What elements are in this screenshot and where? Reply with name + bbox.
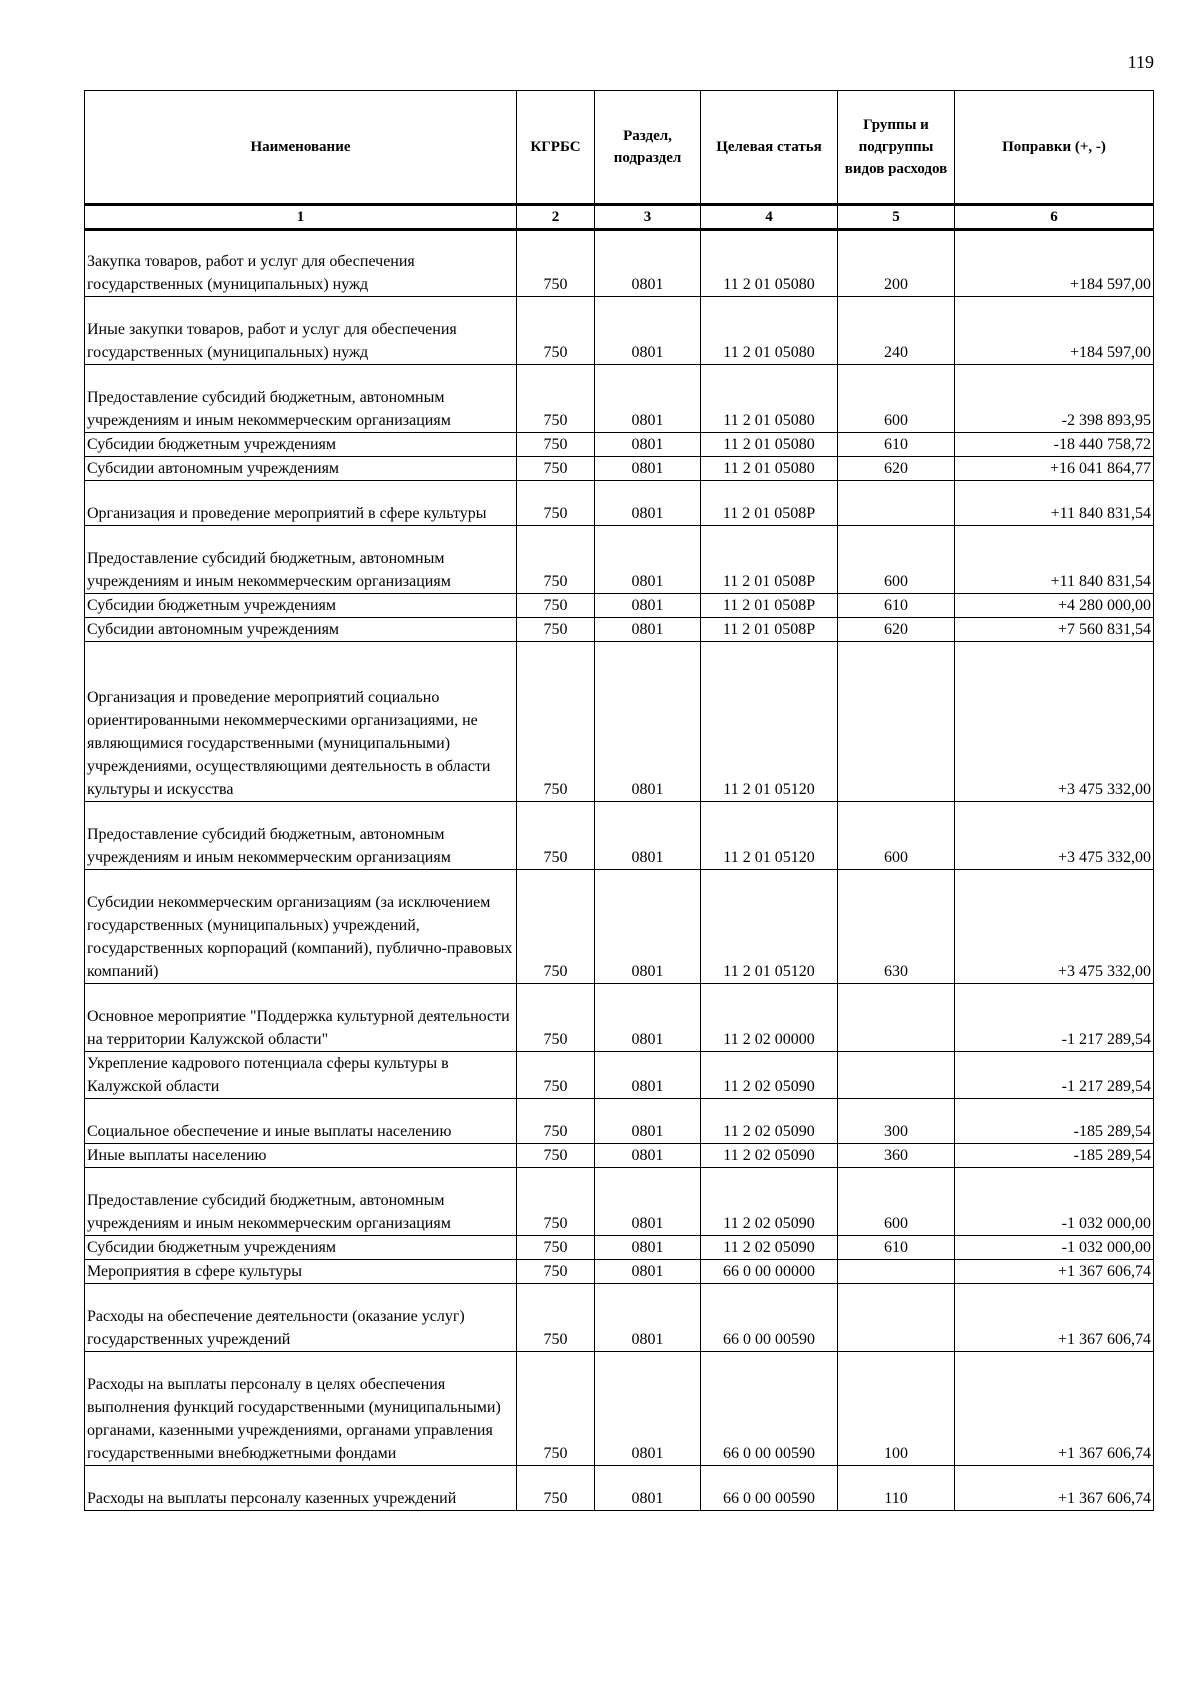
row-amount: +4 280 000,00 bbox=[955, 594, 1154, 618]
row-amount: +3 475 332,00 bbox=[955, 870, 1154, 984]
header-groups: Группы и подгруппы видов расходов bbox=[838, 91, 955, 205]
row-name: Субсидии бюджетным учреждениям bbox=[85, 594, 517, 618]
header-kgrbs: КГРБС bbox=[517, 91, 595, 205]
column-number: 4 bbox=[701, 205, 838, 230]
row-amount: +1 367 606,74 bbox=[955, 1352, 1154, 1466]
row-target: 11 2 01 05080 bbox=[701, 365, 838, 433]
row-target: 11 2 01 05120 bbox=[701, 870, 838, 984]
row-amount: +11 840 831,54 bbox=[955, 481, 1154, 526]
row-target: 66 0 00 00590 bbox=[701, 1284, 838, 1352]
table-row bbox=[85, 1466, 1154, 1511]
row-name: Субсидии бюджетным учреждениям bbox=[85, 433, 517, 457]
row-target: 66 0 00 00590 bbox=[701, 1352, 838, 1466]
column-number: 1 bbox=[85, 205, 517, 230]
row-group bbox=[838, 481, 955, 526]
row-name: Предоставление субсидий бюджетным, автономным учреждениям и иным некоммерческим организациям bbox=[85, 802, 517, 870]
row-kgrbs: 750 bbox=[517, 1284, 595, 1352]
row-name: Субсидии бюджетным учреждениям bbox=[85, 1236, 517, 1260]
row-name: Социальное обеспечение и иные выплаты населению bbox=[85, 1099, 517, 1144]
row-kgrbs: 750 bbox=[517, 230, 595, 297]
row-amount: -18 440 758,72 bbox=[955, 433, 1154, 457]
table-row bbox=[85, 1352, 1154, 1466]
table-row bbox=[85, 802, 1154, 870]
row-target: 11 2 01 0508Р bbox=[701, 618, 838, 642]
column-number: 5 bbox=[838, 205, 955, 230]
row-kgrbs: 750 bbox=[517, 1466, 595, 1511]
row-kgrbs: 750 bbox=[517, 481, 595, 526]
page-number: 119 bbox=[1127, 52, 1154, 72]
column-number: 2 bbox=[517, 205, 595, 230]
row-group: 600 bbox=[838, 526, 955, 594]
row-target: 11 2 02 05090 bbox=[701, 1099, 838, 1144]
row-amount: +16 041 864,77 bbox=[955, 457, 1154, 481]
row-target: 11 2 01 0508Р bbox=[701, 481, 838, 526]
row-group bbox=[838, 984, 955, 1052]
table-body bbox=[85, 230, 1154, 1511]
row-amount: -185 289,54 bbox=[955, 1144, 1154, 1168]
row-amount: +3 475 332,00 bbox=[955, 642, 1154, 802]
row-section: 0801 bbox=[595, 433, 701, 457]
table-row bbox=[85, 1099, 1154, 1144]
row-kgrbs: 750 bbox=[517, 618, 595, 642]
row-group: 600 bbox=[838, 365, 955, 433]
row-section: 0801 bbox=[595, 481, 701, 526]
row-name: Предоставление субсидий бюджетным, автономным учреждениям и иным некоммерческим организациям bbox=[85, 526, 517, 594]
row-kgrbs: 750 bbox=[517, 526, 595, 594]
row-target: 11 2 02 05090 bbox=[701, 1052, 838, 1099]
row-group bbox=[838, 1260, 955, 1284]
row-kgrbs: 750 bbox=[517, 297, 595, 365]
row-target: 11 2 01 05080 bbox=[701, 433, 838, 457]
table-row bbox=[85, 1144, 1154, 1168]
row-name: Иные выплаты населению bbox=[85, 1144, 517, 1168]
table-row bbox=[85, 433, 1154, 457]
row-group: 610 bbox=[838, 433, 955, 457]
table-row bbox=[85, 1260, 1154, 1284]
row-section: 0801 bbox=[595, 802, 701, 870]
row-section: 0801 bbox=[595, 365, 701, 433]
row-amount: +1 367 606,74 bbox=[955, 1466, 1154, 1511]
table-row bbox=[85, 594, 1154, 618]
row-section: 0801 bbox=[595, 1352, 701, 1466]
table-row bbox=[85, 1284, 1154, 1352]
row-name: Расходы на выплаты персоналу в целях обеспечения выполнения функций государственными (муниципальными) органами, казенными учреждениями, органами управления государственными внебюджетными фондами bbox=[85, 1352, 517, 1466]
row-group: 600 bbox=[838, 802, 955, 870]
row-amount: -1 217 289,54 bbox=[955, 984, 1154, 1052]
row-kgrbs: 750 bbox=[517, 1352, 595, 1466]
row-kgrbs: 750 bbox=[517, 1168, 595, 1236]
row-group: 630 bbox=[838, 870, 955, 984]
row-target: 11 2 01 05080 bbox=[701, 297, 838, 365]
row-name: Организация и проведение мероприятий социально ориентированными некоммерческими организациями, не являющимися государственными (муниципальными) учреждениями, осуществляющими деятельность в области культуры и искусства bbox=[85, 642, 517, 802]
header-row bbox=[85, 91, 1154, 205]
row-kgrbs: 750 bbox=[517, 1052, 595, 1099]
row-section: 0801 bbox=[595, 642, 701, 802]
row-name: Предоставление субсидий бюджетным, автономным учреждениям и иным некоммерческим организациям bbox=[85, 365, 517, 433]
row-group: 240 bbox=[838, 297, 955, 365]
row-kgrbs: 750 bbox=[517, 870, 595, 984]
row-amount: -1 032 000,00 bbox=[955, 1236, 1154, 1260]
row-amount: +7 560 831,54 bbox=[955, 618, 1154, 642]
row-target: 11 2 01 05120 bbox=[701, 642, 838, 802]
row-kgrbs: 750 bbox=[517, 1144, 595, 1168]
row-group bbox=[838, 1284, 955, 1352]
row-target: 11 2 02 05090 bbox=[701, 1168, 838, 1236]
row-group: 100 bbox=[838, 1352, 955, 1466]
row-target: 11 2 01 0508Р bbox=[701, 526, 838, 594]
row-section: 0801 bbox=[595, 1284, 701, 1352]
row-amount: +184 597,00 bbox=[955, 297, 1154, 365]
table-row bbox=[85, 984, 1154, 1052]
header-target: Целевая статья bbox=[701, 91, 838, 205]
row-kgrbs: 750 bbox=[517, 1099, 595, 1144]
row-group: 600 bbox=[838, 1168, 955, 1236]
row-target: 66 0 00 00000 bbox=[701, 1260, 838, 1284]
row-section: 0801 bbox=[595, 618, 701, 642]
row-amount: -1 217 289,54 bbox=[955, 1052, 1154, 1099]
row-section: 0801 bbox=[595, 457, 701, 481]
row-amount: +1 367 606,74 bbox=[955, 1284, 1154, 1352]
table-row bbox=[85, 1236, 1154, 1260]
row-name: Иные закупки товаров, работ и услуг для обеспечения государственных (муниципальных) нужд bbox=[85, 297, 517, 365]
table-row bbox=[85, 618, 1154, 642]
row-section: 0801 bbox=[595, 594, 701, 618]
header-section: Раздел, подраздел bbox=[595, 91, 701, 205]
row-target: 11 2 02 00000 bbox=[701, 984, 838, 1052]
row-section: 0801 bbox=[595, 1466, 701, 1511]
header-amendments: Поправки (+, -) bbox=[955, 91, 1154, 205]
row-section: 0801 bbox=[595, 1099, 701, 1144]
row-section: 0801 bbox=[595, 1144, 701, 1168]
column-number: 6 bbox=[955, 205, 1154, 230]
row-name: Расходы на выплаты персоналу казенных учреждений bbox=[85, 1466, 517, 1511]
table-row bbox=[85, 365, 1154, 433]
row-section: 0801 bbox=[595, 1052, 701, 1099]
row-group: 620 bbox=[838, 618, 955, 642]
row-amount: +11 840 831,54 bbox=[955, 526, 1154, 594]
row-name: Предоставление субсидий бюджетным, автономным учреждениям и иным некоммерческим организациям bbox=[85, 1168, 517, 1236]
row-kgrbs: 750 bbox=[517, 1260, 595, 1284]
row-section: 0801 bbox=[595, 1260, 701, 1284]
row-kgrbs: 750 bbox=[517, 1236, 595, 1260]
row-name: Закупка товаров, работ и услуг для обеспечения государственных (муниципальных) нужд bbox=[85, 230, 517, 297]
row-group: 300 bbox=[838, 1099, 955, 1144]
table-row bbox=[85, 297, 1154, 365]
row-amount: +184 597,00 bbox=[955, 230, 1154, 297]
row-name: Мероприятия в сфере культуры bbox=[85, 1260, 517, 1284]
row-kgrbs: 750 bbox=[517, 433, 595, 457]
row-group: 200 bbox=[838, 230, 955, 297]
row-name: Организация и проведение мероприятий в сфере культуры bbox=[85, 481, 517, 526]
row-name: Расходы на обеспечение деятельности (оказание услуг) государственных учреждений bbox=[85, 1284, 517, 1352]
row-section: 0801 bbox=[595, 1236, 701, 1260]
row-section: 0801 bbox=[595, 526, 701, 594]
table-row bbox=[85, 526, 1154, 594]
column-number: 3 bbox=[595, 205, 701, 230]
row-target: 66 0 00 00590 bbox=[701, 1466, 838, 1511]
row-target: 11 2 01 05080 bbox=[701, 457, 838, 481]
row-section: 0801 bbox=[595, 297, 701, 365]
row-target: 11 2 01 05120 bbox=[701, 802, 838, 870]
row-kgrbs: 750 bbox=[517, 802, 595, 870]
row-name: Субсидии автономным учреждениям bbox=[85, 457, 517, 481]
table-row bbox=[85, 230, 1154, 297]
row-target: 11 2 02 05090 bbox=[701, 1144, 838, 1168]
header-name: Наименование bbox=[85, 91, 517, 205]
budget-amendments-table bbox=[84, 90, 1154, 1511]
row-section: 0801 bbox=[595, 230, 701, 297]
row-group bbox=[838, 1052, 955, 1099]
row-name: Укрепление кадрового потенциала сферы культуры в Калужской области bbox=[85, 1052, 517, 1099]
column-number-row bbox=[85, 205, 1154, 230]
row-group: 620 bbox=[838, 457, 955, 481]
row-kgrbs: 750 bbox=[517, 642, 595, 802]
row-target: 11 2 01 0508Р bbox=[701, 594, 838, 618]
row-section: 0801 bbox=[595, 984, 701, 1052]
row-amount: -1 032 000,00 bbox=[955, 1168, 1154, 1236]
row-name: Субсидии автономным учреждениям bbox=[85, 618, 517, 642]
row-section: 0801 bbox=[595, 1168, 701, 1236]
row-amount: +3 475 332,00 bbox=[955, 802, 1154, 870]
row-section: 0801 bbox=[595, 870, 701, 984]
table-row bbox=[85, 481, 1154, 526]
row-group: 610 bbox=[838, 1236, 955, 1260]
row-name: Основное мероприятие "Поддержка культурной деятельности на территории Калужской области" bbox=[85, 984, 517, 1052]
table-row bbox=[85, 870, 1154, 984]
row-target: 11 2 01 05080 bbox=[701, 230, 838, 297]
table-row bbox=[85, 1168, 1154, 1236]
row-group bbox=[838, 642, 955, 802]
row-group: 360 bbox=[838, 1144, 955, 1168]
table-row bbox=[85, 1052, 1154, 1099]
row-target: 11 2 02 05090 bbox=[701, 1236, 838, 1260]
row-group: 110 bbox=[838, 1466, 955, 1511]
row-amount: -2 398 893,95 bbox=[955, 365, 1154, 433]
row-group: 610 bbox=[838, 594, 955, 618]
row-kgrbs: 750 bbox=[517, 365, 595, 433]
table-row bbox=[85, 457, 1154, 481]
row-kgrbs: 750 bbox=[517, 457, 595, 481]
table-row bbox=[85, 642, 1154, 802]
row-name: Субсидии некоммерческим организациям (за исключением государственных (муниципальных) учреждений, государственных корпораций (компаний), публично-правовых компаний) bbox=[85, 870, 517, 984]
row-kgrbs: 750 bbox=[517, 984, 595, 1052]
row-kgrbs: 750 bbox=[517, 594, 595, 618]
row-amount: -185 289,54 bbox=[955, 1099, 1154, 1144]
row-amount: +1 367 606,74 bbox=[955, 1260, 1154, 1284]
